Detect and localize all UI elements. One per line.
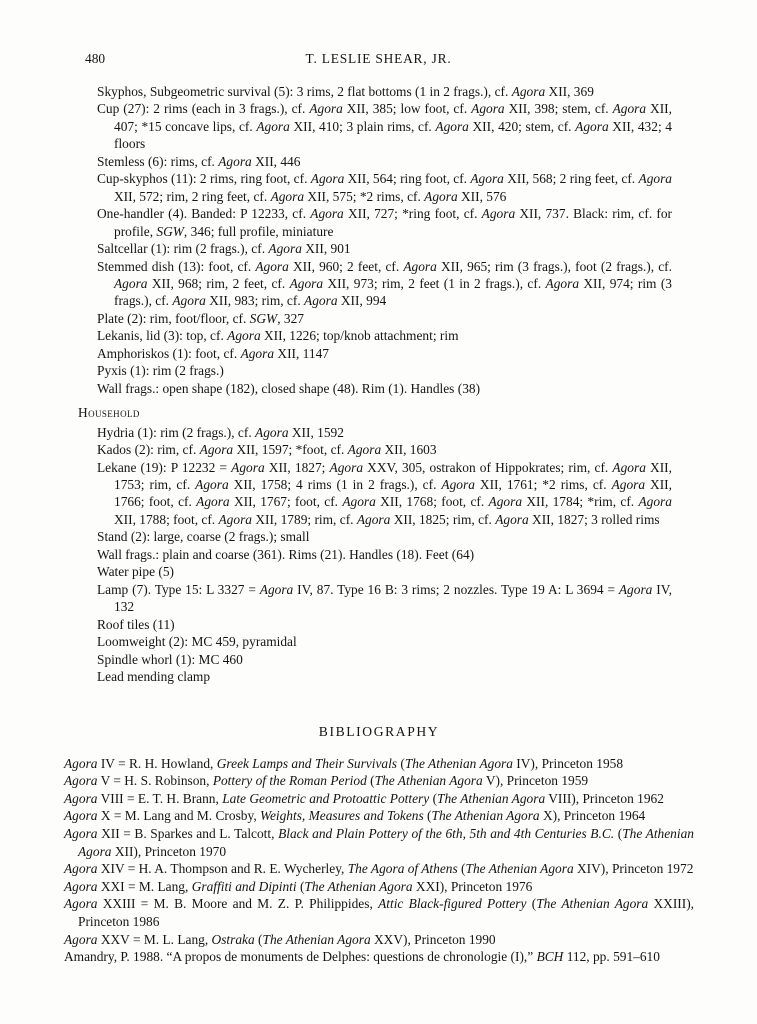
text-segment: Agora — [495, 511, 529, 527]
bibliography-entry — [64, 755, 694, 773]
catalog-entry — [97, 240, 672, 257]
text-segment: XII, 1767; foot, cf. — [229, 494, 343, 510]
text-segment: Agora — [424, 188, 458, 204]
text-segment: XIV = H. A. Thompson and R. E. Wycherley, — [97, 861, 348, 877]
text-segment: XXV, 305, ostrakon of Hippokrates; rim, cf. — [363, 459, 613, 475]
catalog-entry — [97, 258, 672, 310]
text-segment: V), Princeton 1959 — [482, 773, 589, 789]
text-segment: Agora — [227, 328, 261, 344]
text-segment: Agora — [259, 581, 294, 597]
text-segment: SGW — [249, 310, 278, 326]
text-segment: ( — [397, 755, 405, 771]
text-segment: Agora — [270, 188, 305, 204]
catalog-entry — [97, 633, 672, 650]
text-segment: IV, 132 — [114, 581, 672, 615]
catalog-entry — [97, 546, 672, 563]
text-segment: Agora — [289, 275, 324, 291]
text-segment: SGW — [156, 223, 184, 239]
text-segment: Agora — [575, 118, 609, 134]
catalog-entry — [97, 424, 672, 441]
text-segment: Cup (27): 2 rims (each in 3 frags.), cf. — [97, 101, 310, 117]
catalog-entry — [97, 362, 672, 379]
text-segment: The Agora of Athens — [347, 861, 458, 877]
text-segment: Agora — [64, 790, 98, 806]
text-segment: XII, 572; rim, 2 ring feet, cf. — [114, 188, 271, 204]
text-segment: Agora — [218, 511, 252, 527]
text-segment: XII, 1758; 4 rims (1 in 2 frags.), cf. — [228, 476, 442, 492]
bibliography-section — [64, 723, 694, 966]
text-segment: Agora — [310, 171, 345, 187]
bibliography-entry — [64, 895, 694, 930]
text-segment: XII, 1226; top/knob attachment; rim — [260, 328, 459, 344]
text-segment: Agora — [64, 861, 98, 877]
text-segment: XXV = M. L. Lang, — [97, 931, 212, 947]
text-segment: Agora — [612, 101, 647, 117]
text-segment: XII, 1768; foot, cf. — [375, 494, 489, 510]
text-segment: Agora — [64, 825, 98, 841]
text-segment: Agora — [545, 275, 580, 291]
running-title: T. LESLIE SHEAR, JR. — [305, 51, 452, 66]
text-segment: Agora — [196, 494, 230, 510]
text-segment: Agora — [64, 773, 98, 789]
text-segment: XII, 1784; *rim, cf. — [522, 494, 639, 510]
text-segment: Lekanis, lid (3): top, cf. — [97, 328, 228, 344]
text-segment: XII, 407; *15 concave lips, cf. — [114, 101, 672, 134]
text-segment: X = M. Lang and M. Crosby, — [97, 808, 261, 824]
text-segment: Agora — [441, 476, 475, 492]
text-segment: The Athenian Agora — [404, 755, 513, 771]
text-segment: ( — [429, 790, 438, 806]
bibliography-entry — [64, 790, 694, 808]
text-segment: The Athenian Agora — [431, 808, 540, 824]
catalog-entry — [97, 668, 672, 685]
text-segment: Skyphos, Subgeometric survival (5): 3 rims, 2 flat bottoms (1 in 2 frags.), cf. — [97, 84, 512, 99]
text-segment: Water pipe (5) — [97, 564, 174, 580]
text-segment: XII, 369 — [545, 84, 594, 99]
text-segment: IV), Princeton 1958 — [512, 755, 624, 771]
text-segment: XII, 968; rim, 2 feet, cf. — [147, 275, 290, 291]
text-segment: The Athenian Agora — [78, 825, 694, 859]
text-segment: VIII = E. T. H. Brann, — [97, 790, 223, 806]
text-segment: , 327 — [277, 310, 304, 326]
catalog-entry — [97, 441, 672, 458]
text-segment: XXV), Princeton 1990 — [370, 931, 496, 947]
text-segment: Lekane (19): P 12232 = — [97, 459, 232, 475]
text-segment: Agora — [310, 206, 344, 222]
page-number: 480 — [85, 51, 106, 66]
text-segment: Agora — [114, 275, 148, 291]
bibliography-heading: BIBLIOGRAPHY — [318, 724, 440, 739]
text-segment: XII, 1789; rim, cf. — [251, 511, 357, 527]
text-segment: Agora — [471, 101, 505, 117]
text-segment: Agora — [309, 101, 343, 117]
text-segment: Agora — [488, 494, 523, 510]
text-segment: Black and Plain Pottery of the 6th, 5th and 4th Centuries B.C. — [278, 825, 615, 841]
text-segment: XII, 1147 — [274, 345, 329, 361]
text-segment: Agora — [64, 808, 98, 824]
text-segment: Agora — [64, 931, 98, 947]
text-segment: XII, 1761; *2 rims, cf. — [474, 476, 612, 492]
catalog-entry — [97, 345, 672, 362]
text-segment: Agora — [342, 494, 376, 510]
text-segment: XII, 1827; 3 rolled rims — [528, 511, 660, 527]
text-segment: XII, 1753; rim, cf. — [114, 459, 672, 492]
text-segment: Stemmed dish (13): foot, cf. — [97, 258, 256, 274]
text-segment: VIII), Princeton 1962 — [545, 790, 664, 806]
catalog-entry — [97, 170, 672, 205]
catalog-entry — [97, 153, 672, 170]
text-segment: Agora — [638, 171, 672, 187]
text-segment: Lamp (7). Type 15: L 3327 = — [97, 581, 260, 597]
text-segment: One-handler (4). Banded: P 12233, cf. — [97, 206, 311, 222]
text-segment: , 346; full profile, miniature — [183, 223, 334, 239]
text-segment: Wall frags.: plain and coarse (361). Rims (21). Handles (18). Feet (64) — [97, 546, 475, 562]
text-segment: The Athenian Agora — [262, 931, 371, 947]
text-segment: XII), Princeton 1970 — [111, 843, 227, 859]
text-segment: Kados (2): rim, cf. — [97, 442, 200, 458]
text-segment: ( — [296, 878, 305, 894]
text-segment: Lead mending clamp — [97, 668, 211, 684]
text-segment: Agora — [470, 171, 504, 187]
catalog-entry — [97, 310, 672, 327]
text-segment: ( — [423, 808, 432, 824]
text-segment: Loomweight (2): MC 459, pyramidal — [97, 634, 297, 650]
text-segment: XII, 420; stem, cf. — [468, 118, 576, 134]
text-segment: XII, 1597; *foot, cf. — [233, 442, 348, 458]
bibliography-entry — [64, 807, 694, 825]
text-segment: Agora — [231, 459, 265, 475]
catalog-entry — [97, 205, 672, 240]
text-segment: Spindle whorl (1): MC 460 — [97, 651, 243, 667]
text-segment: Agora — [481, 206, 516, 222]
text-segment: Agora — [195, 476, 229, 492]
text-segment: XXIII = M. B. Moore and M. Z. P. Philippides, — [97, 896, 379, 912]
bibliography-list — [64, 755, 694, 966]
text-segment: XII, 1766; foot, cf. — [114, 476, 672, 510]
text-segment: Agora — [511, 84, 546, 99]
text-segment: XXIII), Princeton 1986 — [78, 896, 695, 929]
text-segment: XII, 1825; rim, cf. — [390, 511, 496, 527]
text-segment: XII, 973; rim, 2 feet (1 in 2 frags.), cf. — [323, 275, 546, 291]
text-segment: Amphoriskos (1): foot, cf. — [97, 345, 241, 361]
text-segment: Amandry, P. 1988. “A propos de monuments de Delphes: questions de chronologie (I),” — [64, 949, 537, 965]
text-segment: Agora — [347, 442, 382, 458]
text-segment: Agora — [255, 424, 289, 440]
catalog-entry — [97, 327, 672, 344]
text-segment: Saltcellar (1): rim (2 frags.), cf. — [97, 241, 269, 257]
bibliography-entry — [64, 772, 694, 790]
text-segment: X), Princeton 1964 — [539, 808, 646, 824]
text-segment: Cup-skyphos (11): 2 rims, ring foot, cf. — [97, 171, 311, 187]
text-segment: ( — [254, 931, 263, 947]
catalog-entry — [97, 528, 672, 545]
text-segment: ( — [526, 896, 537, 912]
text-segment: Agora — [240, 345, 275, 361]
text-segment: XIV), Princeton 1972 — [573, 861, 694, 877]
text-segment: Agora — [304, 293, 338, 309]
text-segment: The Athenian Agora — [536, 896, 649, 912]
running-header — [85, 51, 672, 67]
text-segment: Agora — [199, 442, 234, 458]
text-segment: XII, 576 — [457, 188, 507, 204]
text-segment: Agora — [611, 476, 646, 492]
text-segment: XII, 385; low foot, cf. — [342, 101, 472, 117]
text-segment: Agora — [64, 755, 98, 771]
text-segment: XII, 564; ring foot, cf. — [344, 171, 471, 187]
text-segment: XII, 965; rim (3 frags.), foot (2 frags.), cf. — [436, 258, 672, 274]
text-segment: XII = B. Sparkes and L. Talcott, — [97, 825, 279, 841]
text-segment: Plate (2): rim, foot/floor, cf. — [97, 310, 250, 326]
catalog-entry — [97, 83, 672, 100]
text-segment: Agora — [256, 118, 290, 134]
text-segment: Agora — [403, 258, 437, 274]
text-segment: Hydria (1): rim (2 frags.), cf. — [97, 424, 256, 440]
bibliography-entry — [64, 825, 694, 860]
text-segment: Agora — [618, 581, 653, 597]
text-segment: Agora — [612, 459, 646, 475]
text-segment: XII, 446 — [251, 153, 301, 169]
bibliography-entry — [64, 948, 694, 966]
text-segment: Weights, Measures and Tokens — [260, 808, 424, 824]
text-segment: XII, 994 — [337, 293, 387, 309]
text-segment: Agora — [172, 293, 206, 309]
text-segment: Greek Lamps and Their Survivals — [216, 755, 398, 771]
text-segment: ( — [457, 861, 466, 877]
text-segment: XII, 901 — [301, 241, 351, 257]
fine-ware-list — [97, 83, 672, 397]
text-segment: XII, 974; rim (3 frags.), cf. — [114, 275, 672, 309]
text-segment: Agora — [218, 153, 252, 169]
text-segment: Agora — [64, 896, 98, 912]
catalog-entry — [97, 380, 672, 397]
text-segment: Pyxis (1): rim (2 frags.) — [97, 363, 224, 379]
text-segment: Agora — [268, 241, 302, 257]
text-segment: XII, 410; 3 plain rims, cf. — [289, 118, 436, 134]
text-segment: XII, 1788; foot, cf. — [114, 511, 219, 527]
catalog-entry — [97, 581, 672, 616]
text-segment: Stand (2): large, coarse (2 frags.); small — [97, 529, 310, 545]
text-segment: Roof tiles (11) — [97, 616, 175, 632]
text-segment: Agora — [255, 258, 289, 274]
text-segment: Agora — [64, 878, 98, 894]
text-segment: The Athenian Agora — [437, 790, 546, 806]
catalog-entry — [97, 459, 672, 529]
text-segment: V = H. S. Robinson, — [97, 773, 213, 789]
text-segment: IV, 87. Type 16 B: 3 rims; 2 nozzles. Type 19 A: L 3694 = — [293, 581, 619, 597]
catalog-entry — [97, 651, 672, 668]
text-segment: Graffiti and Dipinti — [191, 878, 297, 894]
text-segment: Agora — [435, 118, 469, 134]
text-segment: XXI = M. Lang, — [97, 878, 192, 894]
text-segment: Pottery of the Roman Period — [212, 773, 367, 789]
text-segment: XII, 568; 2 ring feet, cf. — [503, 171, 639, 187]
text-segment: Attic Black-figured Pottery — [378, 896, 527, 912]
text-segment: ( — [614, 825, 623, 841]
text-segment: BCH — [536, 949, 564, 965]
text-segment: XII, 1603 — [381, 442, 437, 458]
catalog-section — [78, 83, 672, 685]
text-segment: XII, 1827; — [264, 459, 330, 475]
bibliography-entry — [64, 860, 694, 878]
text-segment: XII, 432; 4 floors — [114, 118, 672, 152]
text-segment: Agora — [356, 511, 391, 527]
bibliography-entry — [64, 878, 694, 896]
text-segment: XII, 398; stem, cf. — [504, 101, 613, 117]
catalog-entry — [97, 100, 672, 152]
text-segment: XII, 960; 2 feet, cf. — [288, 258, 404, 274]
text-segment: XII, 1592 — [288, 424, 344, 440]
text-segment: XII, 737. Black: rim, cf. for profile, — [114, 206, 672, 239]
text-segment: The Athenian Agora — [304, 878, 413, 894]
household-heading: Household — [78, 405, 140, 421]
text-segment: XII, 727; *ring foot, cf. — [343, 206, 482, 222]
text-segment: Wall frags.: open shape (182), closed shape (48). Rim (1). Handles (38) — [97, 380, 481, 396]
text-segment: ( — [366, 773, 375, 789]
catalog-entry — [97, 616, 672, 633]
text-segment: Agora — [329, 459, 364, 475]
text-segment: IV = R. H. Howland, — [97, 755, 217, 771]
text-segment: XII, 575; *2 rims, cf. — [304, 188, 425, 204]
text-segment: Agora — [638, 494, 672, 510]
text-segment: 112, pp. 591–610 — [563, 949, 660, 965]
catalog-entry — [97, 563, 672, 580]
text-segment: XXI), Princeton 1976 — [412, 878, 533, 894]
text-segment: The Athenian Agora — [465, 861, 574, 877]
text-segment: XII, 983; rim, cf. — [205, 293, 305, 309]
text-segment: Late Geometric and Protoattic Pottery — [222, 790, 430, 806]
household-list — [97, 424, 672, 686]
bibliography-entry — [64, 931, 694, 949]
text-segment: The Athenian Agora — [374, 773, 483, 789]
text-segment: Ostraka — [211, 931, 255, 947]
text-segment: Stemless (6): rims, cf. — [97, 153, 219, 169]
